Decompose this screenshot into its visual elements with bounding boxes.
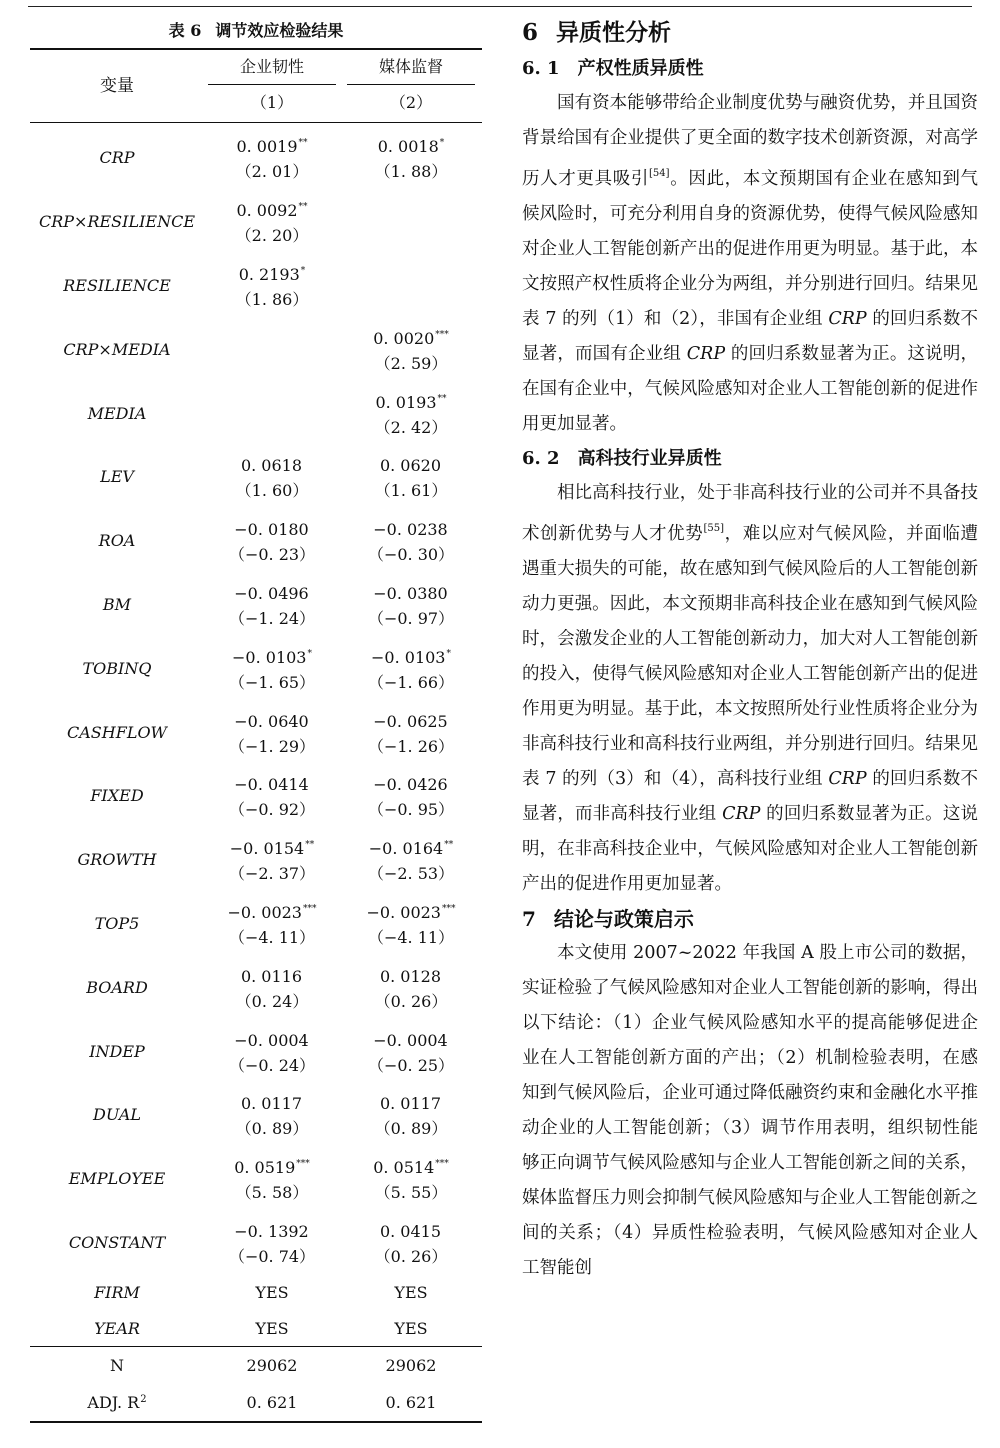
variable-name: LEV [100,467,134,487]
coefficient-line [204,578,340,606]
paragraph-ownership [522,86,978,442]
significance-stars: *** [302,903,317,914]
significance-stars: * [446,648,451,659]
table-row [30,1083,482,1147]
para1-part-a: 国有资本能够带给企业制度优势与融资优势，并且国资背景给国有企业提供了更全面的数字技术创新资源，对高学历人才更具吸引 [522,93,978,189]
t-statistic: （2. 42） [374,417,448,437]
coef-cell-c2 [340,323,482,376]
coefficient-line [340,833,482,861]
coef-cell-c1 [204,769,340,822]
coefficient-value: 0. 0019 [236,137,298,157]
variable-name: BM [102,594,132,614]
group-1-label: 企业韧性 [239,57,304,76]
coefficient-value: −0. 0426 [373,775,448,795]
coefficient-value: −0. 0414 [234,775,309,795]
significance-stars: * [300,265,306,276]
significance-stars: ** [444,840,454,851]
coefficient-value: −0. 0023 [227,902,302,922]
significance-stars: ** [298,202,308,213]
table-row [30,381,482,445]
variable-name: BOARD [86,977,148,997]
t-statistic: （0. 24） [235,991,309,1011]
crp-term: CRP [722,804,761,824]
t-statistic: （−2. 37） [228,864,316,884]
table-row [30,445,482,509]
variable-name: GROWTH [77,850,157,870]
section-6-1-heading [522,52,978,86]
variable-name: YEAR [94,1318,140,1338]
t-statistic: （−4. 11） [228,927,316,947]
coefficient-line [204,399,340,427]
column-1-header [204,50,340,122]
stat-c1: 0. 621 [246,1393,298,1413]
table-header [30,50,482,122]
coefficient-line [204,131,340,159]
section-6-1-number: 6. 1 [522,58,560,79]
coefficient-value: −0. 0004 [373,1030,448,1050]
table-row [30,764,482,828]
coefficient-value: 0. 0117 [379,1094,442,1114]
coefficient-line [204,259,340,287]
t-statistic: （−0. 97） [367,608,455,628]
t-statistic: （−0. 25） [367,1055,455,1075]
para2-part-b: ，难以应对气候风险，并面临遭遇重大损失的可能，故在感知到气候风险后的人工智能创新动力更强。因此，本文预期非高科技企业在感知到气候风险时，会激发企业的人工智能创新动力，加大对人工智能创新的投入，使得气候风险感知对企业人工智能创新产出的促进作用更为明显。基于此，本文按照所处行业性质将企业分为非高科技行业和高科技行业两组，并分别进行回归。结果见表 7 的列（3）和（4），高科技行业组 [522,524,979,789]
stat-row [30,1347,482,1384]
table-row [30,317,482,381]
coef-cell-c1 [204,642,340,695]
coef-cell-c1 [204,450,340,503]
t-statistic: （1. 61） [374,481,448,501]
coefficient-value: 0. 0193 [375,392,437,412]
table-caption: 调节效应检验结果 [215,21,344,40]
section-7-title: 结论与政策启示 [553,907,694,931]
variable-name: TOBINQ [82,658,152,678]
stat-c1: 29062 [246,1356,298,1376]
coef-cell-c2 [340,1025,482,1078]
coef-cell-c2 [340,833,482,886]
coefficient-value: 0. 0020 [373,328,435,348]
coefficient-value: 0. 0620 [379,456,442,476]
coefficient-line [340,578,482,606]
coef-cell-c1 [204,578,340,631]
stat-row [30,1384,482,1421]
coefficient-line [204,195,340,223]
fixed-effect-c2: YES [394,1282,428,1302]
table-row [30,892,482,956]
coef-cell-c2 [340,271,482,299]
coefficient-value: −0. 0103 [371,647,446,667]
coefficient-line [204,1152,340,1180]
t-statistic: （−0. 23） [228,545,316,565]
variable-name: CONSTANT [68,1232,166,1252]
coefficient-line [340,387,482,415]
coefficient-value: −0. 0154 [229,839,305,859]
t-statistic: （−0. 92） [228,800,316,820]
variable-name: CRP×RESILIENCE [38,212,195,232]
column-2-header [340,50,482,122]
variable-name: CRP×MEDIA [63,339,171,359]
coef-cell-c1 [204,1025,340,1078]
coef-cell-c1 [204,833,340,886]
significance-stars: ** [305,840,315,851]
variable-name: MEDIA [87,403,147,423]
t-statistic: （2. 59） [374,353,448,373]
variable-name: FIRM [94,1282,140,1302]
coefficient-value: −0. 0380 [373,583,448,603]
table-row [30,190,482,254]
section-6-heading [522,14,978,52]
column-1-number: （1） [250,93,294,112]
t-statistic: （0. 26） [374,1246,448,1266]
table-stats [30,1347,482,1421]
significance-stars: ** [437,393,447,404]
para1-part-d: 的回归系数显著为正。这说明，在国有企业中，气候风险感知对企业人工智能创新的促进作用更加显著。 [522,344,979,434]
variable-name: TOP5 [94,913,140,933]
coefficient-line [204,1025,340,1053]
coefficient-value: 0. 2193 [238,264,300,284]
coefficient-value: −0. 0103 [232,647,307,667]
coef-cell-c2 [340,514,482,567]
coef-cell-c1 [204,514,340,567]
coefficient-value: −0. 0004 [234,1030,309,1050]
stat-superscript: 2 [140,1394,147,1406]
stat-name [30,1356,204,1375]
coefficient-line [340,323,482,351]
coef-cell-c1 [204,131,340,184]
group-2-label: 媒体监督 [378,57,443,76]
table-row [30,828,482,892]
variable-name: CASHFLOW [67,722,167,742]
coefficient-line [204,961,340,989]
coefficient-value: 0. 0092 [236,201,298,221]
stat-c2: 0. 621 [385,1393,437,1413]
crp-term: CRP [828,309,867,329]
coefficient-line [340,706,482,734]
variable-name: ROA [98,531,136,551]
coef-cell-c1 [204,259,340,312]
variable-name: INDEP [89,1041,145,1061]
coefficient-line [340,271,482,299]
t-statistic: （2. 01） [235,162,309,182]
t-statistic: （−4. 11） [367,927,455,947]
coefficient-line [204,833,340,861]
coefficient-line [340,1216,482,1244]
coefficient-line [340,961,482,989]
coef-cell-c2 [340,961,482,1014]
significance-stars: * [307,648,312,659]
coefficient-line [204,514,340,542]
para1-part-c: 的回归系数不显著，而国有企业组 [522,309,978,364]
coefficient-line [204,1088,340,1116]
coef-cell-c1 [204,1088,340,1141]
significance-stars: *** [435,1159,449,1170]
t-statistic: （5. 58） [235,1183,309,1203]
coefficient-value: −0. 0640 [234,711,309,731]
coefficient-line [340,1088,482,1116]
coef-cell-c2 [340,131,482,184]
coefficient-line [340,1152,482,1180]
coef-cell-c2 [340,1088,482,1141]
coef-cell-c2 [340,769,482,822]
stat-label: N [110,1356,124,1376]
significance-stars: ** [298,138,308,149]
t-statistic: （−0. 74） [228,1246,316,1266]
t-statistic: （2. 20） [235,226,309,246]
coefficient-value: −0. 0625 [373,711,448,731]
coef-cell-c2 [340,642,482,695]
fixed-effect-row [30,1274,482,1310]
coef-cell-c2 [340,450,482,503]
table-number: 表 6 [168,21,202,40]
t-statistic: （0. 89） [374,1119,448,1139]
table-row [30,1019,482,1083]
coefficient-line [204,897,340,925]
fixed-effect-c2: YES [394,1318,428,1338]
t-statistic: （1. 60） [235,481,309,501]
significance-stars: *** [441,903,456,914]
table-row [30,573,482,637]
section-7-heading [522,902,978,936]
coef-cell-c2 [340,1216,482,1269]
fixed-effect-c1: YES [255,1318,289,1338]
coefficient-line [340,514,482,542]
coefficient-value: −0. 0164 [368,839,444,859]
coef-cell-c2 [340,578,482,631]
t-statistic: （−2. 53） [367,864,455,884]
coefficient-value: −0. 0023 [366,902,441,922]
t-statistic: （−1. 24） [228,608,316,628]
stat-label: ADJ. R [87,1393,140,1413]
table-bottom-rule [30,1421,482,1423]
variable-name: EMPLOYEE [68,1169,166,1189]
t-statistic: （1. 88） [374,162,448,182]
coefficient-line [340,642,482,670]
coef-cell-c2 [340,897,482,950]
table-row [30,636,482,700]
stat-c2: 29062 [385,1356,437,1376]
coef-cell-c1 [204,335,340,363]
coefficient-line [204,642,340,670]
t-statistic: （−1. 26） [367,736,455,756]
coefficient-value: 0. 0018 [377,137,439,157]
section-6-2-number: 6. 2 [522,448,560,469]
coefficient-value: −0. 0496 [234,583,309,603]
paragraph-hightech [522,476,978,902]
table-row [30,509,482,573]
significance-stars: *** [435,329,449,340]
coefficient-line [340,131,482,159]
table-row [30,955,482,1019]
t-statistic: （−1. 65） [228,672,316,692]
coefficient-value: −0. 1392 [234,1221,309,1241]
variable-name: CRP [99,148,135,168]
t-statistic: （1. 86） [235,289,309,309]
coefficient-line [204,450,340,478]
table-row [30,254,482,318]
table-row [30,1211,482,1275]
coefficient-value: 0. 0116 [240,966,303,986]
variable-name: FIXED [90,786,144,806]
table-body [30,123,482,1346]
t-statistic: （−0. 24） [228,1055,316,1075]
coefficient-line [340,769,482,797]
section-6-number: 6 [522,19,539,46]
coefficient-value: 0. 0519 [234,1158,296,1178]
paragraph-conclusion: 本文使用 2007~2022 年我国 A 股上市公司的数据，实证检验了气候风险感知对企业人工智能创新的影响，得出以下结论：（1）企业气候风险感知水平的提高能够促进企业在人工智能创新方面的产出；（2）机制检验表明，在感知到气候风险后，企业可通过降低融资约束和金融化水平推动企业的人工智能创新；（3）调节作用表明，组织韧性能够正向调节气候风险感知与企业人工智能创新之间的关系，媒体监督压力则会抑制气候风险感知与企业人工智能创新之间的关系；（4）异质性检验表明，气候风险感知对企业人工智能创 [522,943,978,1278]
t-statistic: （−1. 66） [367,672,455,692]
t-statistic: （−1. 29） [228,736,316,756]
variable-header: 变量 [100,76,134,96]
t-statistic: （−0. 30） [367,545,455,565]
regression-table [30,14,482,1423]
section-6-2-heading [522,442,978,476]
coefficient-value: 0. 0514 [373,1158,435,1178]
t-statistic: （−0. 95） [367,800,455,820]
coefficient-line [204,769,340,797]
coef-cell-c1 [204,1152,340,1205]
table-title [30,14,482,48]
coefficient-value: 0. 0618 [240,456,303,476]
coefficient-line [340,1025,482,1053]
table-row [30,126,482,190]
t-statistic: （5. 55） [374,1183,448,1203]
coef-cell-c2 [340,387,482,440]
coef-cell-c2 [340,208,482,236]
fixed-effect-c1: YES [255,1282,289,1302]
coef-cell-c1 [204,195,340,248]
section-6-1-title: 产权性质异质性 [577,58,704,79]
variable-name: RESILIENCE [63,275,171,295]
coefficient-value: −0. 0180 [234,520,309,540]
coefficient-line [204,1216,340,1244]
t-statistic: （0. 26） [374,991,448,1011]
para2-part-d: 的回归系数显著为正。这说明，在非高科技企业中，气候风险感知对企业人工智能创新产出的促进作用更加显著。 [522,804,978,894]
coef-cell-c2 [340,1152,482,1205]
t-statistic: （0. 89） [235,1119,309,1139]
coef-cell-c1 [204,961,340,1014]
page-top-rule [28,6,972,7]
section-6-title: 异质性分析 [556,20,672,46]
significance-stars: * [439,138,445,149]
para1-part-b: 。因此，本文预期国有企业在感知到气候风险时，可充分利用自身的资源优势，使得气候风险感知对企业人工智能创新产出的促进作用更为明显。基于此，本文按照产权性质将企业分为两组，并分别进行回归。结果见表 7 的列（1）和（2），非国有企业组 [522,169,979,329]
citation-54: [54] [649,168,670,179]
coefficient-line [340,208,482,236]
table-row [30,1147,482,1211]
coef-cell-c1 [204,399,340,427]
coefficient-line [340,450,482,478]
variable-name: DUAL [93,1105,141,1125]
coefficient-value: 0. 0128 [379,966,442,986]
para2-part-c: 的回归系数不显著，而非高科技行业组 [522,769,978,824]
coefficient-value: −0. 0238 [373,520,448,540]
coefficient-line [204,335,340,363]
coefficient-line [204,706,340,734]
body-text-column [522,14,978,1286]
column-2-number: （2） [389,93,433,112]
coef-cell-c2 [340,706,482,759]
section-6-2-title: 高科技行业异质性 [577,448,722,469]
crp-term: CRP [686,344,726,364]
significance-stars: *** [296,1159,310,1170]
coefficient-value: 0. 0415 [379,1221,442,1241]
fixed-effect-row [30,1310,482,1346]
stat-name [30,1393,204,1412]
para2-part-a: 相比高科技行业，处于非高科技行业的公司并不具备技术创新优势与人才优势 [522,483,978,544]
section-7-number: 7 [522,907,536,931]
crp-term: CRP [828,769,867,789]
coefficient-value: 0. 0117 [240,1094,303,1114]
citation-55: [55] [703,523,724,534]
table-row [30,700,482,764]
coef-cell-c1 [204,706,340,759]
coefficient-line [340,897,482,925]
coef-cell-c1 [204,1216,340,1269]
coef-cell-c1 [204,897,340,950]
